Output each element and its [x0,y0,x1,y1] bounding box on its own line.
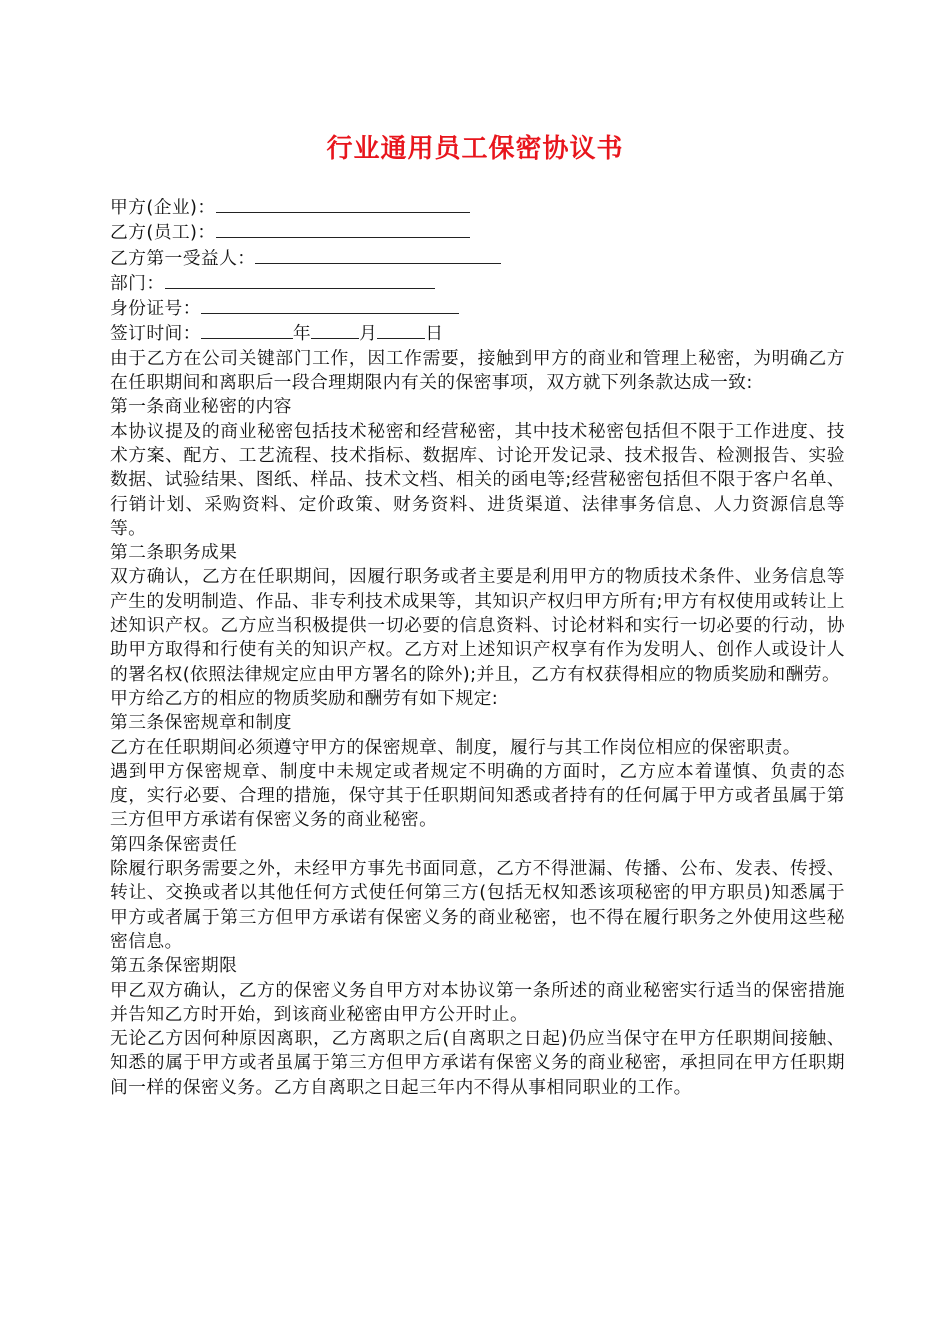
document-title: 行业通用员工保密协议书 [326,134,624,164]
field-sign-date [110,321,845,346]
article-5-body-2: 无论乙方因何种原因离职，乙方离职之后(自离职之日起)仍应当保守在甲方任职期间接触、知悉的属于甲方或者虽属于第三方但甲方承诺有保密义务的商业秘密，承担同在甲方任职期间一样的保密义务。乙方自离职之日起三年内不得从事相同职业的工作。 [110,1028,845,1098]
article-3-title: 第三条保密规章和制度 [110,712,292,734]
article-2-reward: 甲方给乙方的相应的物质奖励和酬劳有如下规定: [110,687,499,709]
field-beneficiary [110,246,845,271]
blank-line-month [311,321,359,339]
article-1-title: 第一条商业秘密的内容 [110,396,292,418]
field-label: 签订时间： [110,323,201,345]
blank-line [201,296,459,314]
year-label: 年 [292,323,312,345]
article-5-title: 第五条保密期限 [110,955,238,977]
article-5-body-1: 甲乙双方确认，乙方的保密义务自甲方对本协议第一条所述的商业秘密实行适当的保密措施并告知乙方时开始，到该商业秘密由甲方公开时止。 [110,979,845,1025]
field-id-number [110,296,845,321]
field-label: 身份证号： [110,298,201,320]
article-1-body: 本协议提及的商业秘密包括技术秘密和经营秘密，其中技术秘密包括但不限于工作进度、技术方案、配方、工艺流程、技术指标、数据库、讨论开发记录、技术报告、检测报告、实验数据、试验结果、图纸、样品、技术文档、相关的函电等;经营秘密包括但不限于客户名单、行销计划、采购资料、定价政策、财务资料、进货渠道、法律事务信息、人力资源信息等等。 [110,420,845,539]
field-party-b [110,220,845,245]
blank-line [216,220,470,238]
month-label: 月 [359,323,378,345]
blank-line-year [201,321,293,339]
field-label: 甲方(企业)： [110,197,216,218]
article-3-body-2: 遇到甲方保密规章、制度中未规定或者规定不明确的方面时，乙方应本着谨慎、负责的态度，实行必要、合理的措施，保守其于任职期间知悉或者持有的任何属于甲方或者虽属于第三方但甲方承诺有保密义务的商业秘密。 [110,760,845,831]
blank-line [165,271,435,289]
blank-line [216,195,470,213]
field-label: 乙方第一受益人： [110,247,256,269]
field-label: 部门： [110,272,165,294]
intro-paragraph: 由于乙方在公司关键部门工作，因工作需要，接触到甲方的商业和管理上秘密，为明确乙方在任职期间和离职后一段合理期限内有关的保密事项，双方就下列条款达成一致: [110,347,845,394]
field-label: 乙方(员工)： [110,222,216,244]
field-department [110,271,845,296]
day-label: 日 [425,323,444,345]
field-party-a [110,195,845,220]
article-4-body: 除履行职务需要之外，未经甲方事先书面同意，乙方不得泄漏、传播、公布、发表、传授、转让、交换或者以其他任何方式使任何第三方(包括无权知悉该项秘密的甲方职员)知悉属于甲方或者属于第三方但甲方承诺有保密义务的商业秘密，也不得在履行职务之外使用这些秘密信息。 [110,858,845,952]
blank-line [255,246,501,264]
article-4-title: 第四条保密责任 [110,833,238,855]
blank-line-day [377,321,425,339]
article-2-title: 第二条职务成果 [110,542,238,564]
article-3-body-1: 乙方在任职期间必须遵守甲方的保密规章、制度，履行与其工作岗位相应的保密职责。 [110,736,801,758]
article-2-body: 双方确认，乙方在任职期间，因履行职务或者主要是利用甲方的物质技术条件、业务信息等产生的发明制造、作品、非专利技术成果等，其知识产权归甲方所有;甲方有权使用或转让上述知识产权。乙方应当积极提供一切必要的信息资料、讨论材料和实行一切必要的行动，协助甲方取得和行使有关的知识产权。乙方对上述知识产权享有作为发明人、创作人或设计人的署名权(依照法律规定应由甲方署名的除外);并且，乙方有权获得相应的物质奖励和酬劳。 [110,566,845,685]
document-body [110,195,845,1100]
